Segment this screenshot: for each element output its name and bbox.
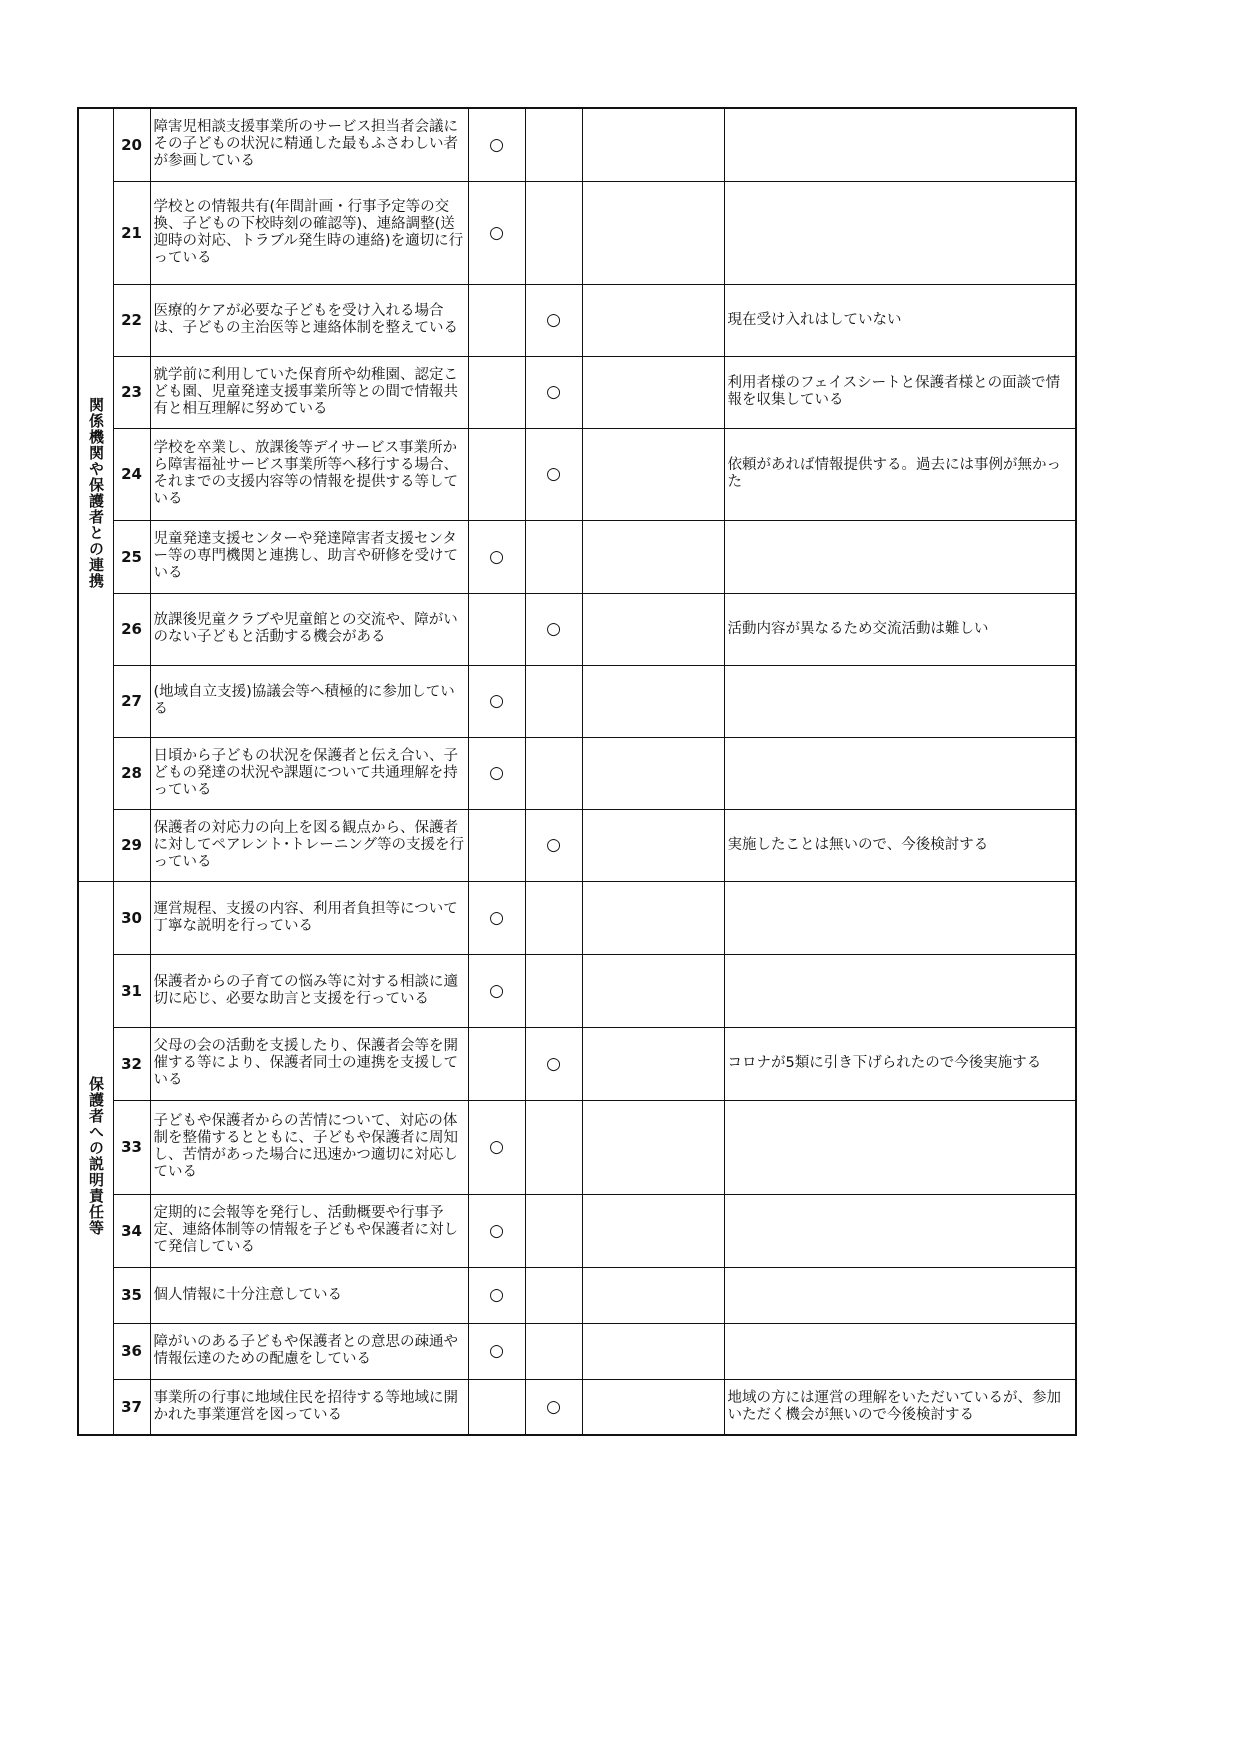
mark-yes: ○ <box>468 665 525 737</box>
item-number: 35 <box>113 1267 150 1323</box>
mark-no <box>525 737 582 809</box>
table-row <box>78 593 1076 665</box>
item-text: 就学前に利用していた保育所や幼稚園、認定こども園、児童発達支援事業所等との間で情報共有と相互理解に努めている <box>150 356 468 428</box>
table-row <box>78 954 1076 1027</box>
note-text <box>724 1267 1076 1323</box>
table-row <box>78 809 1076 881</box>
mark-no <box>525 1194 582 1267</box>
improvement-cell <box>582 284 724 356</box>
item-number: 24 <box>113 428 150 520</box>
item-number: 32 <box>113 1027 150 1100</box>
mark-no: ○ <box>525 428 582 520</box>
improvement-cell <box>582 1267 724 1323</box>
item-number: 27 <box>113 665 150 737</box>
section-label-cell <box>78 108 113 881</box>
mark-yes: ○ <box>468 1267 525 1323</box>
note-text: 実施したことは無いので、今後検討する <box>724 809 1076 881</box>
note-text <box>724 1194 1076 1267</box>
item-text: 児童発達支援センターや発達障害者支援センター等の専門機関と連携し、助言や研修を受けている <box>150 520 468 593</box>
mark-no: ○ <box>525 809 582 881</box>
note-text <box>724 520 1076 593</box>
section-title: 関係機関や保護者との連携 <box>87 396 105 589</box>
note-text: コロナが5類に引き下げられたので今後実施する <box>724 1027 1076 1100</box>
section-title: 保護者への説明責任等 <box>87 1075 105 1236</box>
mark-no: ○ <box>525 1379 582 1435</box>
table-row <box>78 284 1076 356</box>
item-text: 事業所の行事に地域住民を招待する等地域に開かれた事業運営を図っている <box>150 1379 468 1435</box>
note-text: 利用者様のフェイスシートと保護者様との面談で情報を収集している <box>724 356 1076 428</box>
mark-yes <box>468 356 525 428</box>
item-text: 学校との情報共有(年間計画・行事予定等の交換、子どもの下校時刻の確認等)、連絡調整(送迎時の対応、トラブル発生時の連絡)を適切に行っている <box>150 181 468 284</box>
table-row <box>78 665 1076 737</box>
table-row <box>78 356 1076 428</box>
item-text: (地域自立支援)協議会等へ積極的に参加している <box>150 665 468 737</box>
item-number: 28 <box>113 737 150 809</box>
mark-yes: ○ <box>468 954 525 1027</box>
improvement-cell <box>582 428 724 520</box>
item-number: 36 <box>113 1323 150 1379</box>
table-row <box>78 737 1076 809</box>
item-text: 保護者からの子育ての悩み等に対する相談に適切に応じ、必要な助言と支援を行っている <box>150 954 468 1027</box>
note-text <box>724 1323 1076 1379</box>
mark-no <box>525 954 582 1027</box>
table-row <box>78 1323 1076 1379</box>
table-row <box>78 1267 1076 1323</box>
table-row <box>78 108 1076 181</box>
note-text: 活動内容が異なるため交流活動は難しい <box>724 593 1076 665</box>
improvement-cell <box>582 737 724 809</box>
improvement-cell <box>582 954 724 1027</box>
item-text: 個人情報に十分注意している <box>150 1267 468 1323</box>
item-text: 障害児相談支援事業所のサービス担当者会議にその子どもの状況に精通した最もふさわしい者が参画している <box>150 108 468 181</box>
mark-yes <box>468 428 525 520</box>
mark-no <box>525 1267 582 1323</box>
table-row <box>78 881 1076 954</box>
mark-no <box>525 665 582 737</box>
improvement-cell <box>582 1100 724 1194</box>
mark-yes: ○ <box>468 520 525 593</box>
item-number: 34 <box>113 1194 150 1267</box>
item-text: 運営規程、支援の内容、利用者負担等について丁寧な説明を行っている <box>150 881 468 954</box>
evaluation-table-body <box>78 108 1076 1435</box>
mark-yes: ○ <box>468 1323 525 1379</box>
improvement-cell <box>582 809 724 881</box>
mark-no: ○ <box>525 593 582 665</box>
mark-yes: ○ <box>468 1100 525 1194</box>
item-number: 30 <box>113 881 150 954</box>
item-text: 日頃から子どもの状況を保護者と伝え合い、子どもの発達の状況や課題について共通理解を持っている <box>150 737 468 809</box>
mark-yes <box>468 1027 525 1100</box>
item-text: 医療的ケアが必要な子どもを受け入れる場合は、子どもの主治医等と連絡体制を整えている <box>150 284 468 356</box>
improvement-cell <box>582 881 724 954</box>
mark-yes <box>468 1379 525 1435</box>
note-text: 依頼があれば情報提供する。過去には事例が無かった <box>724 428 1076 520</box>
note-text <box>724 665 1076 737</box>
mark-yes: ○ <box>468 1194 525 1267</box>
item-number: 31 <box>113 954 150 1027</box>
item-number: 20 <box>113 108 150 181</box>
improvement-cell <box>582 593 724 665</box>
improvement-cell <box>582 665 724 737</box>
item-number: 21 <box>113 181 150 284</box>
mark-yes: ○ <box>468 108 525 181</box>
mark-yes <box>468 593 525 665</box>
table-row <box>78 1379 1076 1435</box>
item-text: 放課後児童クラブや児童館との交流や、障がいのない子どもと活動する機会がある <box>150 593 468 665</box>
improvement-cell <box>582 356 724 428</box>
item-text: 父母の会の活動を支援したり、保護者会等を開催する等により、保護者同士の連携を支援している <box>150 1027 468 1100</box>
note-text <box>724 881 1076 954</box>
mark-no: ○ <box>525 284 582 356</box>
table-row <box>78 428 1076 520</box>
note-text <box>724 1100 1076 1194</box>
note-text <box>724 181 1076 284</box>
mark-yes: ○ <box>468 881 525 954</box>
improvement-cell <box>582 1194 724 1267</box>
note-text <box>724 954 1076 1027</box>
item-number: 29 <box>113 809 150 881</box>
improvement-cell <box>582 108 724 181</box>
improvement-cell <box>582 1379 724 1435</box>
table-row <box>78 1027 1076 1100</box>
item-text: 学校を卒業し、放課後等デイサービス事業所から障害福祉サービス事業所等へ移行する場合、それまでの支援内容等の情報を提供する等している <box>150 428 468 520</box>
section-label-cell <box>78 881 113 1435</box>
note-text <box>724 737 1076 809</box>
mark-no: ○ <box>525 356 582 428</box>
item-text: 保護者の対応力の向上を図る観点から、保護者に対してペアレント･トレーニング等の支援を行っている <box>150 809 468 881</box>
mark-no <box>525 1100 582 1194</box>
table-row <box>78 1194 1076 1267</box>
improvement-cell <box>582 181 724 284</box>
mark-yes: ○ <box>468 181 525 284</box>
mark-yes <box>468 809 525 881</box>
item-number: 23 <box>113 356 150 428</box>
mark-no <box>525 1323 582 1379</box>
table-row <box>78 181 1076 284</box>
item-number: 37 <box>113 1379 150 1435</box>
table-row <box>78 520 1076 593</box>
mark-yes <box>468 284 525 356</box>
improvement-cell <box>582 1323 724 1379</box>
item-number: 25 <box>113 520 150 593</box>
mark-no <box>525 181 582 284</box>
improvement-cell <box>582 520 724 593</box>
item-number: 26 <box>113 593 150 665</box>
note-text: 地域の方には運営の理解をいただいているが、参加いただく機会が無いので今後検討する <box>724 1379 1076 1435</box>
item-text: 子どもや保護者からの苦情について、対応の体制を整備するとともに、子どもや保護者に周知し、苦情があった場合に迅速かつ適切に対応している <box>150 1100 468 1194</box>
table-row <box>78 1100 1076 1194</box>
mark-no: ○ <box>525 1027 582 1100</box>
improvement-cell <box>582 1027 724 1100</box>
note-text: 現在受け入れはしていない <box>724 284 1076 356</box>
note-text <box>724 108 1076 181</box>
item-number: 22 <box>113 284 150 356</box>
mark-no <box>525 881 582 954</box>
evaluation-table <box>77 107 1077 1436</box>
mark-no <box>525 520 582 593</box>
mark-no <box>525 108 582 181</box>
item-text: 障がいのある子どもや保護者との意思の疎通や情報伝達のための配慮をしている <box>150 1323 468 1379</box>
mark-yes: ○ <box>468 737 525 809</box>
item-number: 33 <box>113 1100 150 1194</box>
item-text: 定期的に会報等を発行し、活動概要や行事予定、連絡体制等の情報を子どもや保護者に対して発信している <box>150 1194 468 1267</box>
